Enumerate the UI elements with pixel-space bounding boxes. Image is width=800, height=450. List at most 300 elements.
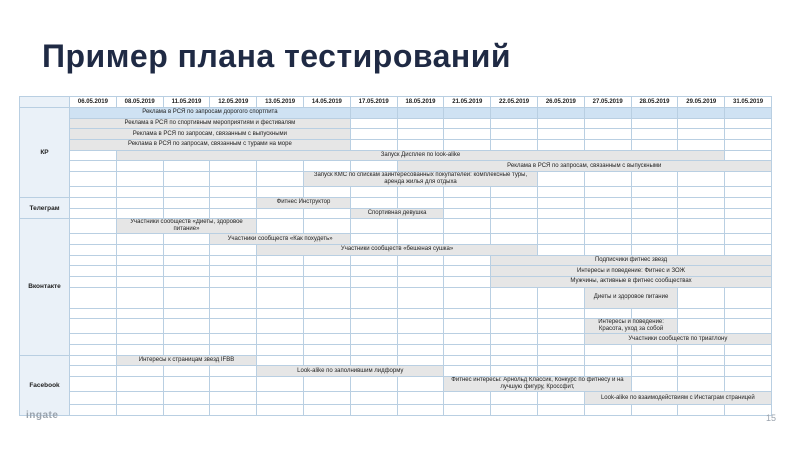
empty-cell [116, 276, 163, 287]
empty-cell [163, 255, 210, 266]
empty-cell [163, 345, 210, 356]
empty-cell [397, 234, 444, 245]
empty-cell [397, 377, 444, 392]
empty-cell [444, 208, 491, 219]
empty-cell [678, 345, 725, 356]
empty-cell [678, 319, 725, 334]
empty-cell [631, 118, 678, 129]
empty-cell [210, 377, 257, 392]
empty-cell [491, 319, 538, 334]
empty-cell [444, 308, 491, 319]
date-header: 18.05.2019 [397, 97, 444, 108]
empty-cell [725, 150, 772, 161]
empty-cell [678, 287, 725, 308]
empty-cell [444, 319, 491, 334]
empty-cell [584, 219, 631, 234]
empty-cell [303, 308, 350, 319]
empty-cell [444, 276, 491, 287]
empty-cell [537, 197, 584, 208]
empty-cell [444, 345, 491, 356]
empty-cell [257, 308, 304, 319]
empty-cell [678, 118, 725, 129]
empty-cell [210, 276, 257, 287]
empty-cell [444, 140, 491, 151]
empty-cell [210, 405, 257, 416]
empty-cell [584, 172, 631, 187]
empty-cell [70, 161, 117, 172]
empty-cell [584, 197, 631, 208]
empty-cell [631, 187, 678, 198]
empty-cell [537, 140, 584, 151]
empty-cell [678, 234, 725, 245]
empty-cell [303, 276, 350, 287]
empty-cell [350, 255, 397, 266]
empty-cell [725, 319, 772, 334]
test-bar: Look-alike по заполнившим лидформу [257, 366, 444, 377]
empty-cell [397, 276, 444, 287]
empty-cell [584, 405, 631, 416]
empty-cell [257, 392, 304, 405]
empty-cell [678, 308, 725, 319]
empty-cell [257, 355, 304, 366]
test-bar: Интересы и поведение: Фитнес и ЗОЖ [491, 266, 772, 277]
empty-cell [210, 345, 257, 356]
empty-cell [725, 108, 772, 119]
empty-cell [350, 219, 397, 234]
empty-cell [70, 197, 117, 208]
empty-cell [210, 208, 257, 219]
empty-cell [725, 377, 772, 392]
channel-label-kp: КР [20, 108, 70, 198]
empty-cell [116, 345, 163, 356]
empty-cell [678, 187, 725, 198]
empty-cell [163, 208, 210, 219]
date-header: 21.05.2019 [444, 97, 491, 108]
empty-cell [444, 129, 491, 140]
empty-cell [444, 108, 491, 119]
empty-cell [303, 392, 350, 405]
empty-cell [70, 208, 117, 219]
empty-cell [631, 366, 678, 377]
empty-cell [70, 219, 117, 234]
test-bar: Участники сообществ «бешеная сушка» [257, 244, 538, 255]
empty-cell [725, 208, 772, 219]
empty-cell [678, 377, 725, 392]
empty-cell [163, 244, 210, 255]
empty-cell [210, 244, 257, 255]
empty-cell [491, 118, 538, 129]
empty-cell [116, 244, 163, 255]
test-bar: Реклама в РСЯ по запросам дорогого спортпита [70, 108, 351, 119]
empty-cell [584, 345, 631, 356]
empty-cell [210, 266, 257, 277]
empty-cell [163, 334, 210, 345]
empty-cell [350, 161, 397, 172]
empty-cell [210, 161, 257, 172]
empty-cell [397, 255, 444, 266]
empty-cell [397, 129, 444, 140]
empty-cell [163, 161, 210, 172]
empty-cell [163, 172, 210, 187]
channel-label-telegram: Телеграм [20, 197, 70, 218]
empty-cell [350, 118, 397, 129]
empty-cell [631, 219, 678, 234]
empty-cell [163, 366, 210, 377]
test-bar: Диеты и здоровое питание [584, 287, 678, 308]
empty-cell [257, 161, 304, 172]
date-header: 28.05.2019 [631, 97, 678, 108]
empty-cell [303, 377, 350, 392]
empty-cell [537, 118, 584, 129]
test-bar: Реклама в РСЯ по спортивным мероприятиям и фестивалям [70, 118, 351, 129]
empty-cell [584, 118, 631, 129]
empty-cell [537, 405, 584, 416]
empty-cell [163, 392, 210, 405]
empty-cell [444, 187, 491, 198]
empty-cell [70, 405, 117, 416]
empty-cell [725, 287, 772, 308]
empty-cell [725, 405, 772, 416]
empty-cell [397, 266, 444, 277]
empty-cell [584, 140, 631, 151]
empty-cell [537, 308, 584, 319]
test-bar: Спортивная девушка [350, 208, 444, 219]
empty-cell [257, 405, 304, 416]
test-bar: Интересы и поведение: Красота, уход за собой [584, 319, 678, 334]
date-header: 11.05.2019 [163, 97, 210, 108]
empty-cell [163, 266, 210, 277]
empty-cell [631, 377, 678, 392]
empty-cell [303, 287, 350, 308]
test-plan-table [19, 96, 772, 416]
empty-cell [257, 187, 304, 198]
empty-cell [303, 334, 350, 345]
empty-cell [116, 172, 163, 187]
date-header: 06.05.2019 [70, 97, 117, 108]
empty-cell [116, 266, 163, 277]
empty-cell [444, 255, 491, 266]
empty-cell [116, 234, 163, 245]
empty-cell [210, 197, 257, 208]
empty-cell [116, 377, 163, 392]
page-number: 15 [765, 413, 776, 423]
empty-cell [537, 219, 584, 234]
empty-cell [70, 244, 117, 255]
empty-cell [444, 355, 491, 366]
empty-cell [491, 234, 538, 245]
empty-cell [584, 187, 631, 198]
empty-cell [257, 219, 304, 234]
empty-cell [257, 276, 304, 287]
empty-cell [163, 377, 210, 392]
empty-cell [350, 334, 397, 345]
empty-cell [350, 345, 397, 356]
empty-cell [210, 172, 257, 187]
empty-cell [678, 219, 725, 234]
empty-cell [725, 366, 772, 377]
test-bar: Участники сообществ «Диеты, здоровое питание» [116, 219, 256, 234]
empty-cell [537, 108, 584, 119]
empty-cell [444, 334, 491, 345]
empty-cell [350, 377, 397, 392]
empty-cell [491, 208, 538, 219]
empty-cell [257, 255, 304, 266]
empty-cell [163, 187, 210, 198]
empty-cell [444, 392, 491, 405]
empty-cell [163, 287, 210, 308]
empty-cell [303, 345, 350, 356]
empty-cell [257, 266, 304, 277]
empty-cell [303, 405, 350, 416]
empty-cell [631, 129, 678, 140]
empty-cell [116, 197, 163, 208]
empty-cell [678, 355, 725, 366]
empty-cell [678, 366, 725, 377]
empty-cell [210, 334, 257, 345]
empty-cell [350, 129, 397, 140]
empty-cell [350, 276, 397, 287]
empty-cell [350, 108, 397, 119]
empty-cell [397, 345, 444, 356]
empty-cell [210, 319, 257, 334]
empty-cell [70, 234, 117, 245]
empty-cell [397, 405, 444, 416]
empty-cell [537, 366, 584, 377]
empty-cell [350, 405, 397, 416]
empty-cell [257, 319, 304, 334]
channel-label-facebook: Facebook [20, 355, 70, 415]
empty-cell [678, 108, 725, 119]
empty-cell [70, 172, 117, 187]
empty-cell [116, 366, 163, 377]
empty-cell [725, 234, 772, 245]
empty-cell [70, 266, 117, 277]
empty-cell [303, 266, 350, 277]
empty-cell [584, 129, 631, 140]
empty-cell [70, 308, 117, 319]
empty-cell [163, 319, 210, 334]
empty-cell [303, 355, 350, 366]
date-header: 26.05.2019 [537, 97, 584, 108]
empty-cell [537, 244, 584, 255]
empty-cell [397, 108, 444, 119]
empty-cell [584, 234, 631, 245]
empty-cell [444, 234, 491, 245]
empty-cell [303, 208, 350, 219]
empty-cell [491, 140, 538, 151]
empty-cell [116, 334, 163, 345]
empty-cell [725, 187, 772, 198]
empty-cell [725, 244, 772, 255]
empty-cell [491, 392, 538, 405]
empty-cell [725, 140, 772, 151]
empty-cell [537, 345, 584, 356]
empty-cell [491, 287, 538, 308]
empty-cell [70, 377, 117, 392]
empty-cell [397, 118, 444, 129]
empty-cell [116, 405, 163, 416]
empty-cell [397, 140, 444, 151]
empty-cell [257, 334, 304, 345]
empty-cell [537, 187, 584, 198]
page-title: Пример плана тестирований [42, 38, 512, 74]
empty-cell [350, 355, 397, 366]
empty-cell [163, 234, 210, 245]
empty-cell [350, 319, 397, 334]
empty-cell [491, 187, 538, 198]
empty-cell [397, 219, 444, 234]
test-bar: Запуск КМС по спискам заинтересованных покупателей: комплексные туры, аренда жилья для отдыха [303, 172, 537, 187]
empty-cell [491, 197, 538, 208]
date-header: 17.05.2019 [350, 97, 397, 108]
test-bar: Запуск Дисплея по look-alike [116, 150, 724, 161]
empty-cell [70, 276, 117, 287]
empty-cell [491, 308, 538, 319]
empty-cell [678, 405, 725, 416]
empty-cell [163, 276, 210, 287]
empty-cell [257, 345, 304, 356]
date-header: 12.05.2019 [210, 97, 257, 108]
empty-cell [350, 187, 397, 198]
empty-cell [70, 319, 117, 334]
empty-cell [584, 366, 631, 377]
empty-cell [491, 334, 538, 345]
empty-cell [70, 392, 117, 405]
test-bar: Мужчины, активные в фитнес сообществах [491, 276, 772, 287]
empty-cell [725, 308, 772, 319]
empty-cell [678, 208, 725, 219]
date-header: 22.05.2019 [491, 97, 538, 108]
empty-cell [537, 172, 584, 187]
empty-cell [397, 334, 444, 345]
empty-cell [584, 355, 631, 366]
ingate-logo: ingate [26, 410, 59, 421]
test-bar: Подписчики фитнес звезд [491, 255, 772, 266]
date-header: 08.05.2019 [116, 97, 163, 108]
empty-cell [444, 197, 491, 208]
date-header: 29.05.2019 [678, 97, 725, 108]
empty-cell [537, 334, 584, 345]
empty-cell [163, 308, 210, 319]
empty-cell [444, 405, 491, 416]
empty-cell [491, 108, 538, 119]
empty-cell [116, 319, 163, 334]
empty-cell [444, 287, 491, 308]
empty-cell [303, 219, 350, 234]
empty-cell [397, 319, 444, 334]
empty-cell [725, 118, 772, 129]
empty-cell [584, 108, 631, 119]
empty-cell [631, 234, 678, 245]
empty-cell [537, 355, 584, 366]
empty-cell [584, 308, 631, 319]
empty-cell [350, 287, 397, 308]
empty-cell [631, 197, 678, 208]
empty-cell [444, 366, 491, 377]
empty-cell [303, 319, 350, 334]
empty-cell [210, 187, 257, 198]
test-bar: Участники сообществ «Как похудеть» [210, 234, 350, 245]
empty-cell [631, 244, 678, 255]
empty-cell [725, 345, 772, 356]
empty-cell [397, 355, 444, 366]
empty-cell [70, 255, 117, 266]
empty-cell [350, 392, 397, 405]
empty-cell [163, 197, 210, 208]
date-header: 14.05.2019 [303, 97, 350, 108]
empty-cell [350, 197, 397, 208]
header-corner [20, 97, 70, 108]
empty-cell [397, 187, 444, 198]
empty-cell [257, 208, 304, 219]
empty-cell [116, 308, 163, 319]
empty-cell [537, 319, 584, 334]
empty-cell [631, 345, 678, 356]
empty-cell [163, 405, 210, 416]
test-bar: Реклама в РСЯ по запросам, связанным с турами на море [70, 140, 351, 151]
empty-cell [116, 187, 163, 198]
test-bar: Look-alike по взаимодействиям с Инстаграм страницей [584, 392, 771, 405]
date-header: 13.05.2019 [257, 97, 304, 108]
empty-cell [210, 366, 257, 377]
empty-cell [725, 219, 772, 234]
empty-cell [631, 405, 678, 416]
empty-cell [491, 355, 538, 366]
empty-cell [444, 118, 491, 129]
empty-cell [491, 405, 538, 416]
empty-cell [397, 308, 444, 319]
empty-cell [350, 234, 397, 245]
empty-cell [116, 287, 163, 308]
empty-cell [350, 140, 397, 151]
empty-cell [678, 172, 725, 187]
empty-cell [397, 392, 444, 405]
empty-cell [70, 355, 117, 366]
empty-cell [631, 208, 678, 219]
empty-cell [491, 366, 538, 377]
empty-cell [350, 266, 397, 277]
empty-cell [678, 140, 725, 151]
empty-cell [70, 366, 117, 377]
empty-cell [70, 334, 117, 345]
date-header: 27.05.2019 [584, 97, 631, 108]
empty-cell [491, 345, 538, 356]
empty-cell [116, 392, 163, 405]
empty-cell [444, 266, 491, 277]
empty-cell [210, 255, 257, 266]
test-bar: Участники сообществ по триатлону [584, 334, 771, 345]
empty-cell [257, 287, 304, 308]
test-bar: Реклама в РСЯ по запросам, связанным с выпускными [397, 161, 771, 172]
empty-cell [584, 244, 631, 255]
empty-cell [210, 392, 257, 405]
empty-cell [397, 197, 444, 208]
empty-cell [584, 208, 631, 219]
test-bar: Фитнес Инструктор [257, 197, 351, 208]
empty-cell [725, 355, 772, 366]
empty-cell [678, 129, 725, 140]
empty-cell [70, 150, 117, 161]
empty-cell [631, 355, 678, 366]
empty-cell [537, 234, 584, 245]
empty-cell [257, 377, 304, 392]
empty-cell [631, 172, 678, 187]
empty-cell [725, 197, 772, 208]
empty-cell [303, 161, 350, 172]
empty-cell [537, 208, 584, 219]
empty-cell [397, 287, 444, 308]
empty-cell [631, 140, 678, 151]
